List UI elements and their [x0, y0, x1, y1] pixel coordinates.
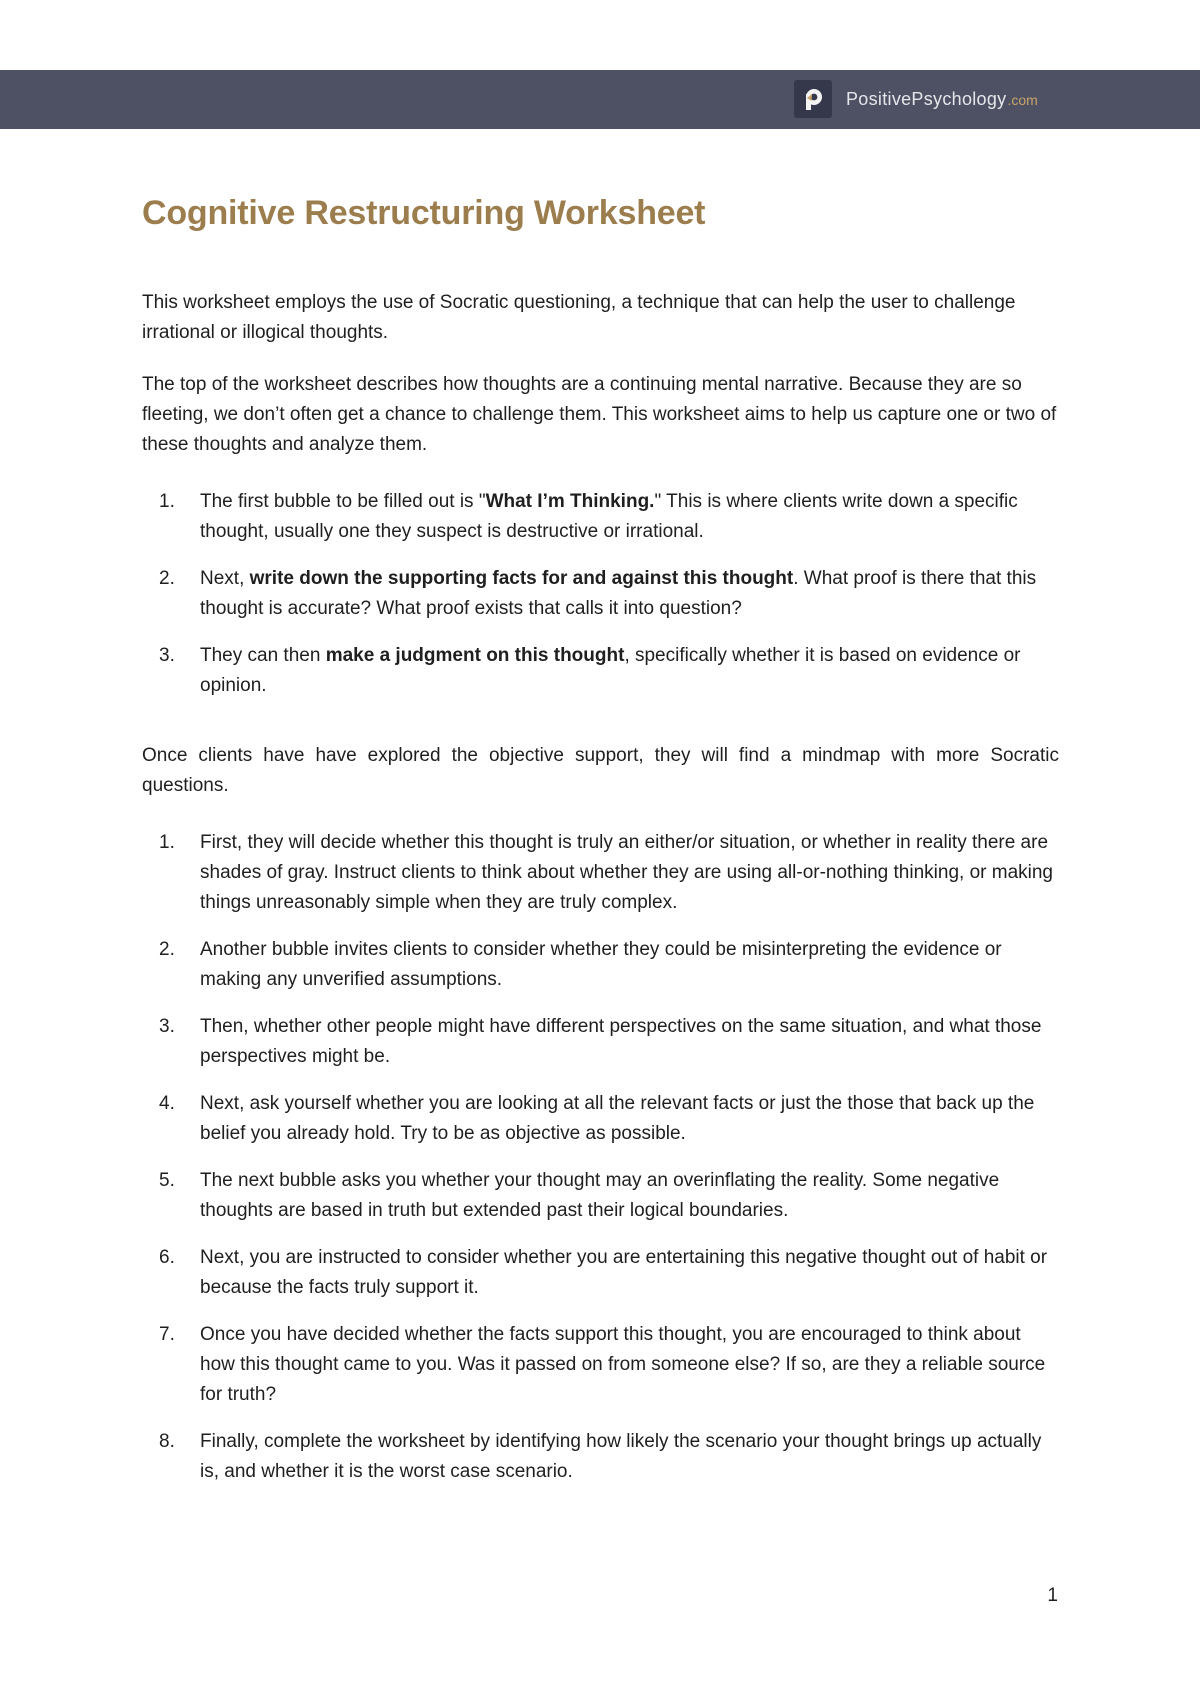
list-text: Next, you are instructed to consider whether you are entertaining this negative thought out of habit or because the facts truly support it. [200, 1247, 1048, 1298]
list-item [142, 1320, 1059, 1410]
list-number: 3. [159, 1016, 175, 1037]
list-item [142, 1089, 1059, 1149]
list-item [142, 1012, 1059, 1072]
list-item [142, 487, 1059, 547]
list-text: " This is where clients write down a specific thought, usually one they suspect is destructive or irrational. [200, 491, 1018, 542]
list-number: 2. [159, 568, 175, 589]
page-title: Cognitive Restructuring Worksheet [142, 194, 706, 232]
list-number: 4. [159, 1093, 175, 1114]
brand-tld: .com [1007, 92, 1038, 108]
list-number: 1. [159, 491, 175, 512]
list-text: Another bubble invites clients to consider whether they could be misinterpreting the evidence or making any unverified assumptions. [200, 939, 1002, 990]
list-text-bold: write down the supporting facts for and against this thought [249, 568, 794, 589]
list-text: Next, [200, 568, 250, 589]
list-number: 6. [159, 1247, 175, 1268]
list-text: They can then [200, 645, 326, 666]
list-text: Finally, complete the worksheet by identifying how likely the scenario your thought brings up actually is, and whether it is the worst case scenario. [200, 1431, 1042, 1482]
bridge-paragraph: Once clients have have explored the objective support, they will find a mindmap with more Socratic questions. [142, 745, 1059, 796]
list-text: The next bubble asks you whether your thought may an overinflating the reality. Some negative thoughts are based in truth but extended past their logical boundaries. [200, 1170, 1000, 1221]
list-text: First, they will decide whether this thought is truly an either/or situation, or whether in reality there are shades of gray. Instruct clients to think about whether they are using all-or-nothing thinking, or making things unreasonably simple when they are truly complex. [200, 832, 1053, 913]
brand-logo-icon [794, 80, 832, 118]
list-number: 7. [159, 1324, 175, 1345]
questions-list [142, 828, 1059, 1487]
list-number: 5. [159, 1170, 175, 1191]
list-item [142, 641, 1059, 701]
document-content [142, 192, 1059, 1487]
list-item [142, 828, 1059, 918]
list-number: 3. [159, 645, 175, 666]
list-item [142, 1166, 1059, 1226]
list-item [142, 1427, 1059, 1487]
brand[interactable] [794, 80, 1038, 118]
list-number: 1. [159, 832, 175, 853]
intro-paragraph-2: The top of the worksheet describes how thoughts are a continuing mental narrative. Because they are so fleeting, we don’t often get a chance to challenge them. This worksheet aims to help us capture one or two of these thoughts and analyze them. [142, 374, 1057, 455]
intro-paragraph-1: This worksheet employs the use of Socratic questioning, a technique that can help the user to challenge irrational or illogical thoughts. [142, 292, 1016, 343]
list-item [142, 1243, 1059, 1303]
list-text: Then, whether other people might have different perspectives on the same situation, and what those perspectives might be. [200, 1016, 1042, 1067]
steps-list [142, 487, 1059, 701]
list-text: Once you have decided whether the facts support this thought, you are encouraged to think about how this thought came to you. Was it passed on from someone else? If so, are they a reliable source for truth? [200, 1324, 1046, 1405]
list-number: 2. [159, 939, 175, 960]
page-number: 1 [1047, 1585, 1058, 1606]
list-text: , specifically whether it is based on evidence or opinion. [200, 645, 1021, 696]
brand-name: PositivePsychology [846, 88, 1007, 109]
list-text-bold: make a judgment on this thought [325, 645, 625, 666]
list-text: . What proof is there that this thought is accurate? What proof exists that calls it into question? [200, 568, 1037, 619]
list-item [142, 935, 1059, 995]
list-text-bold: What I’m Thinking. [485, 491, 655, 512]
p-logo-icon [800, 86, 826, 112]
header-bar [0, 70, 1200, 129]
list-item [142, 564, 1059, 624]
list-text: The first bubble to be filled out is " [200, 491, 486, 512]
list-number: 8. [159, 1431, 175, 1452]
list-text: Next, ask yourself whether you are looking at all the relevant facts or just the those that back up the belief you already hold. Try to be as objective as possible. [200, 1093, 1035, 1144]
